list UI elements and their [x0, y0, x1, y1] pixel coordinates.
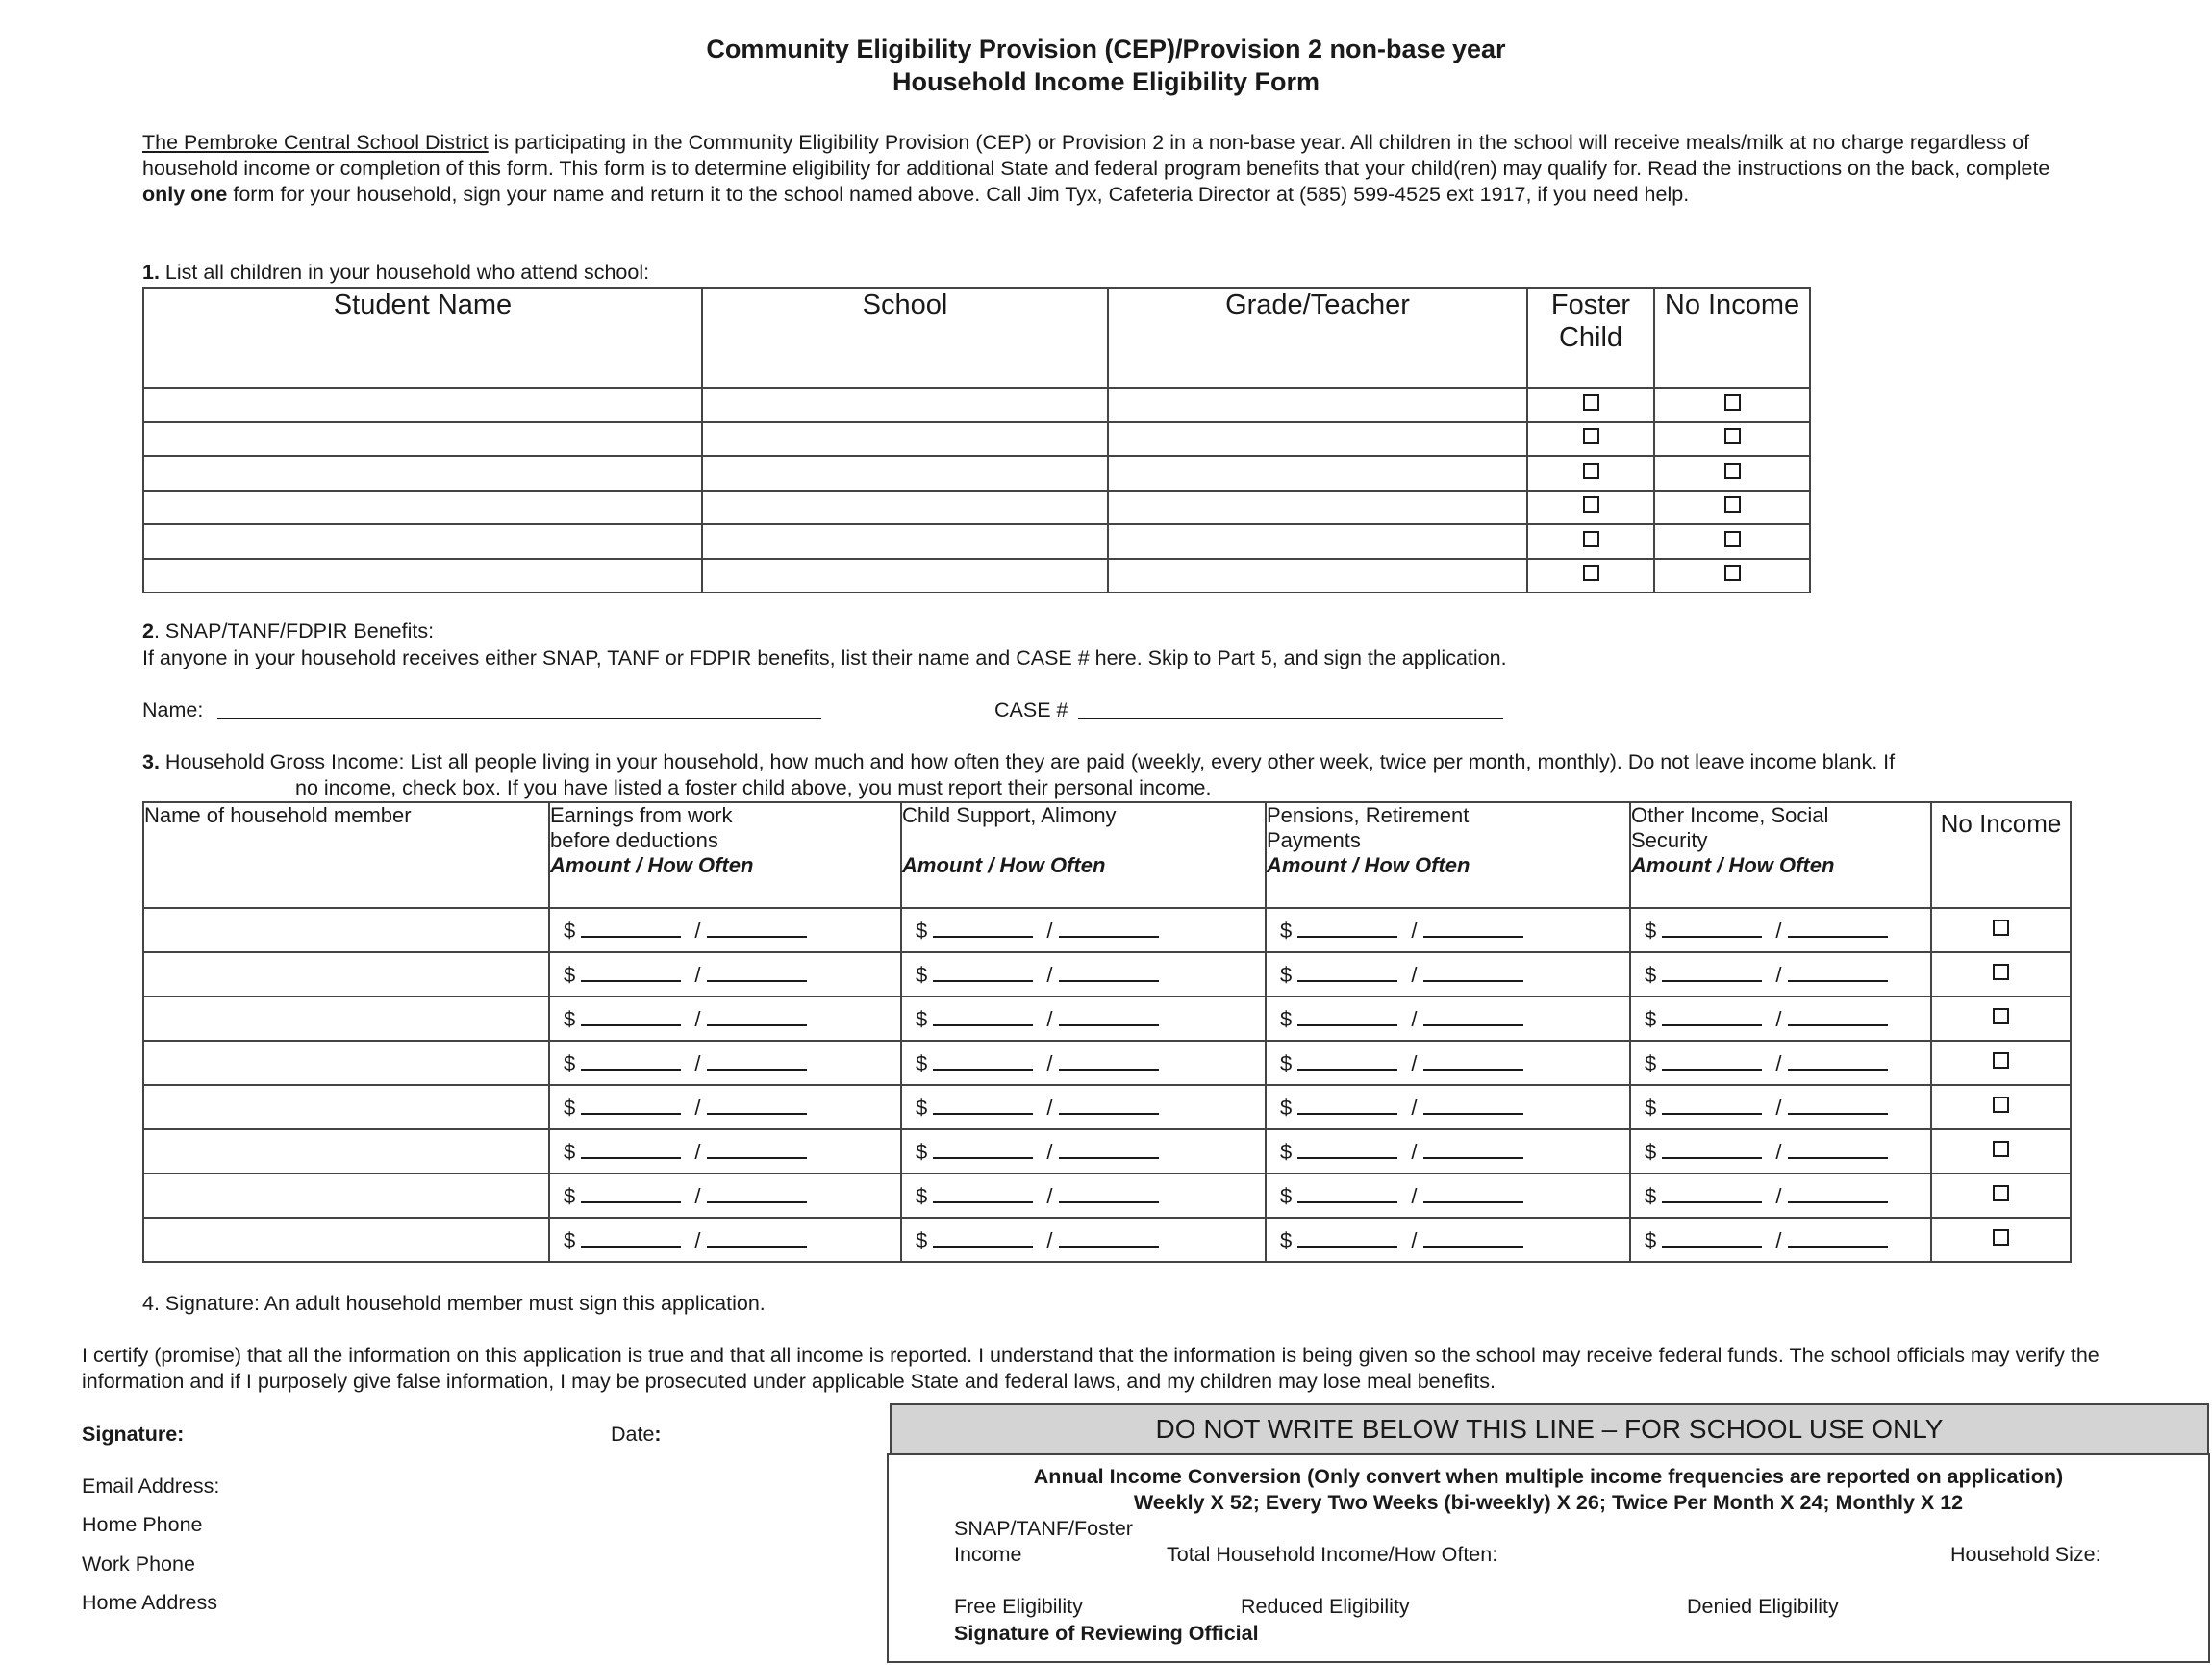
how-often-field[interactable] — [1423, 917, 1523, 938]
amount-field[interactable] — [933, 1005, 1033, 1026]
section2-number: 2 — [142, 619, 154, 643]
snap-name-field[interactable] — [217, 718, 821, 719]
table-row — [143, 491, 1810, 525]
intro-text-2: form for your household, sign your name and return it to the school named above. Call Jim Tyx, Cafeteria Director at (585) 599-4525 ext 1917, if you need help. — [227, 183, 1690, 206]
section1-number: 1. — [142, 261, 160, 284]
slash-separator: / — [1411, 1140, 1418, 1164]
slash-separator: / — [1411, 963, 1418, 987]
dollar-sign: $ — [1645, 1184, 1657, 1208]
how-often-field[interactable] — [1423, 1094, 1523, 1115]
how-often-field[interactable] — [1788, 1005, 1888, 1026]
slash-separator: / — [1775, 919, 1782, 943]
amount-cell — [1630, 1041, 1931, 1085]
table-row — [143, 388, 1810, 422]
school-cell[interactable] — [702, 491, 1108, 525]
col-student-name: Student Name — [143, 288, 702, 388]
dollar-sign: $ — [1280, 1184, 1293, 1208]
table-row — [143, 456, 1810, 491]
dollar-sign: $ — [564, 963, 576, 987]
slash-separator: / — [1046, 1051, 1053, 1075]
student-name-cell[interactable] — [143, 524, 702, 559]
student-name-cell[interactable] — [143, 422, 702, 457]
amount-field[interactable] — [1662, 1138, 1762, 1159]
no-income-checkbox[interactable] — [1724, 394, 1741, 411]
how-often-field[interactable] — [1059, 1049, 1159, 1071]
slash-separator: / — [694, 1051, 701, 1075]
amount-cell — [901, 996, 1266, 1041]
children-table — [142, 287, 1811, 593]
dollar-sign: $ — [916, 1051, 928, 1075]
amount-cell — [549, 1085, 901, 1129]
col-other-income — [1630, 802, 1931, 908]
school-cell[interactable] — [702, 422, 1108, 457]
foster-child-checkbox[interactable] — [1583, 496, 1599, 513]
children-table-header — [143, 288, 1810, 388]
section1-heading — [142, 260, 649, 286]
school-cell[interactable] — [702, 559, 1108, 593]
how-often-field[interactable] — [1059, 1094, 1159, 1115]
amount-how-often-label: Amount / How Often — [550, 853, 754, 877]
amount-cell — [901, 1085, 1266, 1129]
col-household-member — [143, 802, 549, 908]
slash-separator: / — [1411, 1228, 1418, 1252]
certification-text: I certify (promise) that all the information on this application is true and that all income is reported. I understand that the information is being given so the school may receive federal funds. The school officials may verify the information and if I purposely give false information, I may be prosecuted under applicable State and federal laws, and my children may lose meal benefits. — [82, 1344, 2099, 1393]
how-often-field[interactable] — [1423, 1005, 1523, 1026]
amount-field[interactable] — [1297, 1182, 1397, 1203]
household-member-cell[interactable] — [143, 1129, 549, 1173]
household-member-cell[interactable] — [143, 1218, 549, 1262]
slash-separator: / — [694, 1007, 701, 1031]
student-name-cell[interactable] — [143, 456, 702, 491]
free-eligibility-label: Free Eligibility — [954, 1595, 1083, 1618]
table-row — [143, 1041, 2071, 1085]
slash-separator: / — [1046, 1007, 1053, 1031]
amount-field[interactable] — [581, 917, 681, 938]
amount-field[interactable] — [1662, 1226, 1762, 1248]
table-row — [143, 996, 2071, 1041]
amount-field[interactable] — [1297, 1005, 1397, 1026]
how-often-field[interactable] — [707, 1049, 807, 1071]
how-often-field[interactable] — [1059, 917, 1159, 938]
dollar-sign: $ — [916, 1184, 928, 1208]
dollar-sign: $ — [1645, 1096, 1657, 1120]
no-income-checkbox[interactable] — [1993, 1141, 2009, 1157]
how-often-field[interactable] — [707, 1138, 807, 1159]
col-no-income — [1931, 802, 2071, 908]
amount-field[interactable] — [581, 961, 681, 982]
school-cell[interactable] — [702, 388, 1108, 422]
amount-cell — [549, 908, 901, 952]
dollar-sign: $ — [1280, 1007, 1293, 1031]
grade-teacher-cell[interactable] — [1108, 456, 1527, 491]
email-label: Email Address: — [82, 1475, 220, 1498]
amount-cell — [901, 1041, 1266, 1085]
amount-field[interactable] — [1662, 1005, 1762, 1026]
amount-cell — [901, 1173, 1266, 1218]
how-often-field[interactable] — [1788, 1094, 1888, 1115]
section3-heading — [142, 749, 2114, 775]
slash-separator: / — [1775, 1096, 1782, 1120]
how-often-field[interactable] — [1423, 1182, 1523, 1203]
how-often-field[interactable] — [1059, 1226, 1159, 1248]
household-member-cell[interactable] — [143, 1085, 549, 1129]
slash-separator: / — [1046, 1096, 1053, 1120]
dollar-sign: $ — [1280, 919, 1293, 943]
slash-separator: / — [694, 1184, 701, 1208]
col-other-income-line1: Other Income, Social — [1631, 803, 1829, 827]
how-often-field[interactable] — [1059, 961, 1159, 982]
slash-separator: / — [1046, 963, 1053, 987]
amount-cell — [1266, 1041, 1630, 1085]
table-row — [143, 1085, 2071, 1129]
form-title-line1: Community Eligibility Provision (CEP)/Provision 2 non-base year — [706, 35, 1506, 63]
amount-cell — [549, 996, 901, 1041]
dollar-sign: $ — [916, 1096, 928, 1120]
grade-teacher-cell[interactable] — [1108, 422, 1527, 457]
how-often-field[interactable] — [707, 1005, 807, 1026]
no-income-checkbox[interactable] — [1724, 496, 1741, 513]
slash-separator: / — [1046, 1228, 1053, 1252]
dollar-sign: $ — [1280, 1228, 1293, 1252]
slash-separator: / — [1411, 1007, 1418, 1031]
dollar-sign: $ — [916, 1228, 928, 1252]
intro-paragraph — [142, 130, 2095, 208]
amount-field[interactable] — [1662, 917, 1762, 938]
table-row — [143, 559, 1810, 593]
slash-separator: / — [1046, 919, 1053, 943]
table-row — [143, 1129, 2071, 1173]
foster-child-checkbox[interactable] — [1583, 394, 1599, 411]
dollar-sign: $ — [916, 919, 928, 943]
amount-field[interactable] — [1297, 961, 1397, 982]
col-no-income-label: No Income — [1940, 809, 2062, 838]
amount-field[interactable] — [1662, 961, 1762, 982]
dollar-sign: $ — [1645, 1007, 1657, 1031]
col-household-member-label: Name of household member — [144, 803, 412, 827]
section4-heading: 4. Signature: An adult household member must sign this application. — [142, 1292, 766, 1315]
amount-field[interactable] — [1297, 917, 1397, 938]
amount-field[interactable] — [933, 1094, 1033, 1115]
no-income-checkbox[interactable] — [1993, 920, 2009, 936]
dollar-sign: $ — [1645, 919, 1657, 943]
dollar-sign: $ — [564, 1051, 576, 1075]
amount-cell — [1266, 908, 1630, 952]
amount-field[interactable] — [581, 1005, 681, 1026]
amount-field[interactable] — [1297, 1138, 1397, 1159]
amount-cell — [1266, 1218, 1630, 1262]
date-label: Date — [611, 1423, 655, 1446]
household-member-cell[interactable] — [143, 952, 549, 996]
table-row — [143, 1173, 2071, 1218]
amount-how-often-label: Amount / How Often — [1631, 853, 1835, 877]
table-row — [143, 908, 2071, 952]
amount-cell — [1630, 996, 1931, 1041]
signature-label: Signature: — [82, 1423, 185, 1446]
intro-text-1: is participating in the Community Eligibility Provision (CEP) or Provision 2 in a non-base year. All children in the school will receive meals/milk at no charge regardless of household income or completion of this form. This form is to determine eligibility for additional State and federal program benefits that your child(ren) may qualify for. Read the instructions on the back, complete — [142, 131, 2050, 180]
slash-separator: / — [694, 1228, 701, 1252]
reviewing-official-label: Signature of Reviewing Official — [954, 1622, 1259, 1645]
amount-cell — [1266, 1085, 1630, 1129]
student-name-cell[interactable] — [143, 491, 702, 525]
how-often-field[interactable] — [1423, 1138, 1523, 1159]
section2-instruction: If anyone in your household receives either SNAP, TANF or FDPIR benefits, list their name and CASE # here. Skip to Part 5, and sign the application. — [142, 646, 1507, 669]
amount-cell — [901, 908, 1266, 952]
amount-cell — [901, 1129, 1266, 1173]
slash-separator: / — [1775, 1184, 1782, 1208]
slash-separator: / — [694, 963, 701, 987]
grade-teacher-cell[interactable] — [1108, 491, 1527, 525]
snap-foster-label-2: Income — [954, 1543, 1022, 1566]
how-often-field[interactable] — [707, 917, 807, 938]
dollar-sign: $ — [564, 1228, 576, 1252]
no-income-checkbox[interactable] — [1993, 1229, 2009, 1246]
how-often-field[interactable] — [1788, 1226, 1888, 1248]
slash-separator: / — [1775, 1140, 1782, 1164]
denied-eligibility-label: Denied Eligibility — [1687, 1595, 1839, 1618]
amount-cell — [549, 1041, 901, 1085]
intro-emphasis: only one — [142, 183, 228, 206]
how-often-field[interactable] — [1059, 1005, 1159, 1026]
foster-child-checkbox[interactable] — [1583, 463, 1599, 479]
home-phone-label: Home Phone — [82, 1513, 203, 1536]
grade-teacher-cell[interactable] — [1108, 388, 1527, 422]
how-often-field[interactable] — [707, 1226, 807, 1248]
amount-field[interactable] — [933, 1182, 1033, 1203]
amount-field[interactable] — [1297, 1049, 1397, 1071]
amount-cell — [1266, 1173, 1630, 1218]
section2-heading — [142, 618, 434, 644]
income-table-header — [143, 802, 2071, 908]
dollar-sign: $ — [1645, 963, 1657, 987]
dollar-sign: $ — [1645, 1228, 1657, 1252]
date-colon: : — [654, 1423, 662, 1446]
household-member-cell[interactable] — [143, 908, 549, 952]
household-member-cell[interactable] — [143, 996, 549, 1041]
amount-field[interactable] — [1662, 1049, 1762, 1071]
col-child-support — [901, 802, 1266, 908]
amount-cell — [549, 1218, 901, 1262]
dollar-sign: $ — [1280, 1051, 1293, 1075]
home-address-label: Home Address — [82, 1591, 218, 1614]
section3-text-1: Household Gross Income: List all people living in your household, how much and how often they are paid (weekly, every other week, twice per month, monthly). Do not leave income blank. If — [159, 750, 1896, 773]
amount-cell — [901, 1218, 1266, 1262]
slash-separator: / — [1411, 1184, 1418, 1208]
slash-separator: / — [1411, 1051, 1418, 1075]
school-use-banner: DO NOT WRITE BELOW THIS LINE – FOR SCHOOL USE ONLY — [890, 1403, 2209, 1455]
amount-field[interactable] — [933, 1226, 1033, 1248]
col-earnings-line1: Earnings from work — [550, 803, 733, 827]
no-income-checkbox[interactable] — [1724, 531, 1741, 547]
amount-field[interactable] — [581, 1182, 681, 1203]
amount-field[interactable] — [1662, 1094, 1762, 1115]
how-often-field[interactable] — [1423, 1049, 1523, 1071]
section1-label: List all children in your household who attend school: — [159, 261, 650, 284]
slash-separator: / — [1411, 919, 1418, 943]
snap-foster-label-1: SNAP/TANF/Foster — [954, 1517, 1133, 1540]
col-pensions-line1: Pensions, Retirement — [1267, 803, 1470, 827]
amount-field[interactable] — [581, 1094, 681, 1115]
section3-number: 3. — [142, 750, 160, 773]
dollar-sign: $ — [564, 919, 576, 943]
amount-field[interactable] — [933, 917, 1033, 938]
col-child-support-line2 — [902, 828, 1265, 853]
col-pensions — [1266, 802, 1630, 908]
amount-cell — [1266, 996, 1630, 1041]
how-often-field[interactable] — [1788, 961, 1888, 982]
how-often-field[interactable] — [707, 1182, 807, 1203]
section2-title: . SNAP/TANF/FDPIR Benefits: — [153, 619, 435, 643]
no-income-checkbox[interactable] — [1993, 1052, 2009, 1069]
amount-field[interactable] — [933, 1138, 1033, 1159]
student-name-cell[interactable] — [143, 559, 702, 593]
slash-separator: / — [1046, 1184, 1053, 1208]
slash-separator: / — [694, 919, 701, 943]
how-often-field[interactable] — [1788, 917, 1888, 938]
case-number-field[interactable] — [1078, 718, 1503, 719]
col-child-support-line1: Child Support, Alimony — [902, 803, 1117, 827]
dollar-sign: $ — [564, 1007, 576, 1031]
slash-separator: / — [1775, 1007, 1782, 1031]
case-number-label: CASE # — [994, 698, 1068, 721]
dollar-sign: $ — [1280, 1140, 1293, 1164]
amount-cell — [1630, 1129, 1931, 1173]
slash-separator: / — [694, 1140, 701, 1164]
snap-name-label: Name: — [142, 698, 204, 721]
no-income-checkbox[interactable] — [1993, 1185, 2009, 1201]
dollar-sign: $ — [1645, 1051, 1657, 1075]
table-row — [143, 952, 2071, 996]
district-name: The Pembroke Central School District — [142, 131, 489, 154]
amount-field[interactable] — [581, 1138, 681, 1159]
amount-cell — [1630, 952, 1931, 996]
slash-separator: / — [1411, 1096, 1418, 1120]
col-school: School — [702, 288, 1108, 388]
how-often-field[interactable] — [1788, 1182, 1888, 1203]
foster-child-checkbox[interactable] — [1583, 428, 1599, 444]
amount-cell — [1630, 1085, 1931, 1129]
dollar-sign: $ — [1280, 1096, 1293, 1120]
how-often-field[interactable] — [707, 961, 807, 982]
table-row — [143, 524, 1810, 559]
how-often-field[interactable] — [1423, 1226, 1523, 1248]
slash-separator: / — [1775, 963, 1782, 987]
how-often-field[interactable] — [1059, 1138, 1159, 1159]
how-often-field[interactable] — [707, 1094, 807, 1115]
amount-how-often-label: Amount / How Often — [1267, 853, 1470, 877]
foster-child-checkbox[interactable] — [1583, 565, 1599, 581]
household-member-cell[interactable] — [143, 1041, 549, 1085]
form-title-line2: Household Income Eligibility Form — [892, 67, 1320, 96]
how-often-field[interactable] — [1059, 1182, 1159, 1203]
school-cell[interactable] — [702, 524, 1108, 559]
no-income-checkbox[interactable] — [1724, 428, 1741, 444]
dollar-sign: $ — [564, 1184, 576, 1208]
how-often-field[interactable] — [1788, 1138, 1888, 1159]
amount-cell — [1630, 1218, 1931, 1262]
grade-teacher-cell[interactable] — [1108, 524, 1527, 559]
slash-separator: / — [694, 1096, 701, 1120]
section3-text-2: no income, check box. If you have listed a foster child above, you must report their personal income. — [295, 776, 1212, 799]
student-name-cell[interactable] — [143, 388, 702, 422]
col-earnings-line2: before deductions — [550, 828, 718, 852]
conversion-title: Annual Income Conversion (Only convert when multiple income frequencies are reported on application) — [1033, 1465, 2064, 1488]
amount-cell — [1266, 1129, 1630, 1173]
amount-how-often-label: Amount / How Often — [902, 853, 1106, 877]
conversion-rates: Weekly X 52; Every Two Weeks (bi-weekly) X 26; Twice Per Month X 24; Monthly X 12 — [1133, 1491, 1964, 1514]
household-member-cell[interactable] — [143, 1173, 549, 1218]
dollar-sign: $ — [564, 1096, 576, 1120]
table-row — [143, 422, 1810, 457]
amount-field[interactable] — [933, 961, 1033, 982]
slash-separator: / — [1775, 1051, 1782, 1075]
amount-field[interactable] — [933, 1049, 1033, 1071]
no-income-checkbox[interactable] — [1993, 1008, 2009, 1024]
how-often-field[interactable] — [1423, 961, 1523, 982]
amount-cell — [901, 952, 1266, 996]
table-row — [143, 1218, 2071, 1262]
amount-cell — [549, 1173, 901, 1218]
amount-field[interactable] — [1662, 1182, 1762, 1203]
no-income-checkbox[interactable] — [1993, 1097, 2009, 1113]
col-no-income: No Income — [1654, 288, 1810, 388]
col-grade-teacher: Grade/Teacher — [1108, 288, 1527, 388]
amount-field[interactable] — [581, 1049, 681, 1071]
date-label-wrap — [611, 1422, 662, 1448]
amount-field[interactable] — [581, 1226, 681, 1248]
col-pensions-line2: Payments — [1267, 828, 1361, 852]
amount-cell — [1630, 908, 1931, 952]
dollar-sign: $ — [1645, 1140, 1657, 1164]
income-table — [142, 801, 2072, 1263]
dollar-sign: $ — [916, 1007, 928, 1031]
total-income-label: Total Household Income/How Often: — [1167, 1543, 1498, 1566]
foster-child-checkbox[interactable] — [1583, 531, 1599, 547]
slash-separator: / — [1775, 1228, 1782, 1252]
amount-field[interactable] — [1297, 1226, 1397, 1248]
no-income-checkbox[interactable] — [1993, 964, 2009, 980]
no-income-checkbox[interactable] — [1724, 463, 1741, 479]
dollar-sign: $ — [564, 1140, 576, 1164]
dollar-sign: $ — [916, 963, 928, 987]
dollar-sign: $ — [1280, 963, 1293, 987]
amount-field[interactable] — [1297, 1094, 1397, 1115]
reduced-eligibility-label: Reduced Eligibility — [1241, 1595, 1410, 1618]
dollar-sign: $ — [916, 1140, 928, 1164]
school-cell[interactable] — [702, 456, 1108, 491]
slash-separator: / — [1046, 1140, 1053, 1164]
grade-teacher-cell[interactable] — [1108, 559, 1527, 593]
no-income-checkbox[interactable] — [1724, 565, 1741, 581]
how-often-field[interactable] — [1788, 1049, 1888, 1071]
amount-cell — [1630, 1173, 1931, 1218]
col-foster-child: Foster Child — [1527, 288, 1654, 388]
work-phone-label: Work Phone — [82, 1552, 195, 1576]
col-earnings — [549, 802, 901, 908]
amount-cell — [549, 1129, 901, 1173]
household-size-label: Household Size: — [1950, 1543, 2101, 1566]
col-other-income-line2: Security — [1631, 828, 1708, 852]
amount-cell — [549, 952, 901, 996]
amount-cell — [1266, 952, 1630, 996]
